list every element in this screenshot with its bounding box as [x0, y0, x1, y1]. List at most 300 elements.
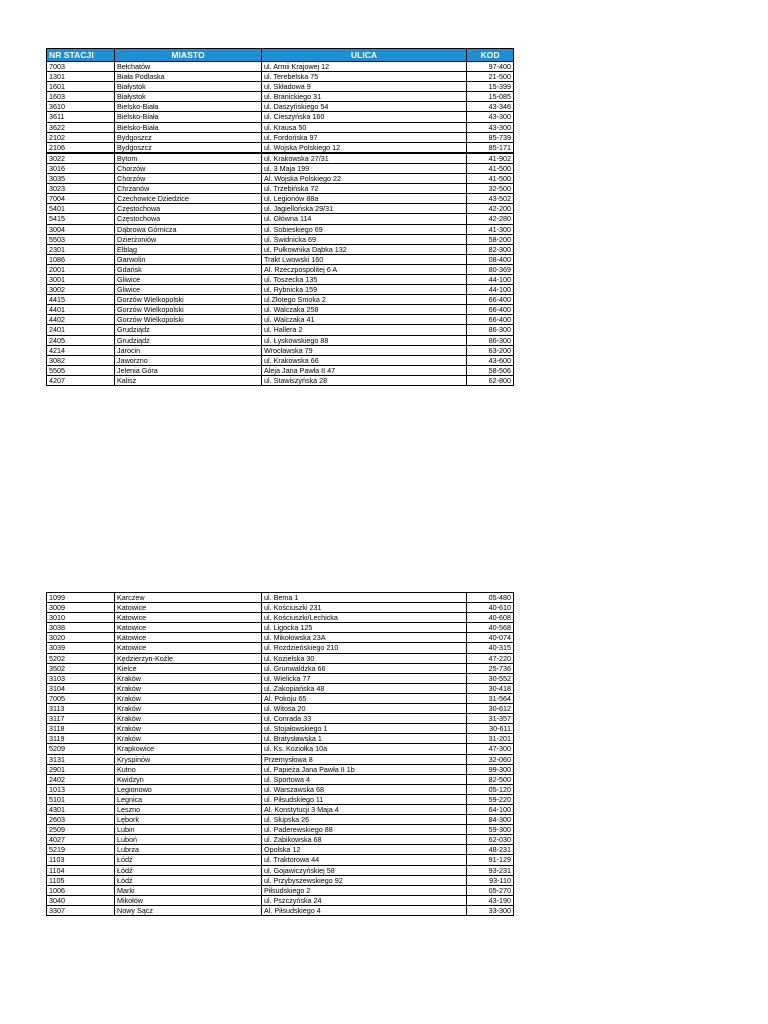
cell-miasto: Kędzierzyn-Koźle — [115, 653, 262, 663]
cell-nr-stacji: 1603 — [47, 92, 115, 102]
cell-kod: 47-300 — [467, 744, 514, 754]
cell-miasto: Kutno — [115, 764, 262, 774]
cell-ulica: Al. Pokoju 65 — [262, 693, 467, 703]
cell-miasto: Elbląg — [115, 244, 262, 254]
cell-kod: 43-502 — [467, 194, 514, 204]
cell-miasto: Częstochowa — [115, 214, 262, 224]
cell-ulica: ul. Rybnicka 159 — [262, 285, 467, 295]
cell-ulica: Trakt Lwowski 160 — [262, 254, 467, 264]
cell-kod: 40-315 — [467, 643, 514, 653]
table-row — [47, 295, 514, 305]
cell-nr-stacji: 3131 — [47, 754, 115, 764]
cell-miasto: Katowice — [115, 623, 262, 633]
cell-miasto: Kraków — [115, 693, 262, 703]
cell-nr-stacji: 7004 — [47, 194, 115, 204]
cell-miasto: Marki — [115, 885, 262, 895]
cell-miasto: Łódź — [115, 875, 262, 885]
cell-ulica: ul. Conrada 33 — [262, 714, 467, 724]
cell-ulica: ul. Traktorowa 44 — [262, 855, 467, 865]
cell-nr-stacji: 3117 — [47, 714, 115, 724]
cell-kod: 42-200 — [467, 204, 514, 214]
cell-miasto: Dzierżoniów — [115, 234, 262, 244]
cell-kod: 93-110 — [467, 875, 514, 885]
table-row — [47, 885, 514, 895]
cell-kod: 58-200 — [467, 234, 514, 244]
cell-nr-stacji: 1105 — [47, 875, 115, 885]
table-row — [47, 194, 514, 204]
cell-nr-stacji: 4214 — [47, 345, 115, 355]
table-row — [47, 663, 514, 673]
cell-miasto: Lębork — [115, 815, 262, 825]
cell-kod: 62-030 — [467, 835, 514, 845]
cell-miasto: Legionowo — [115, 784, 262, 794]
cell-nr-stacji: 4401 — [47, 305, 115, 315]
cell-nr-stacji: 4402 — [47, 315, 115, 325]
cell-nr-stacji: 3611 — [47, 112, 115, 122]
table-row — [47, 825, 514, 835]
cell-ulica: ul. Sobieskiego 69 — [262, 224, 467, 234]
cell-kod: 31-201 — [467, 734, 514, 744]
cell-miasto: Mikołów — [115, 895, 262, 905]
cell-ulica: ul. Toszecka 135 — [262, 274, 467, 284]
cell-ulica: ul. Żabikowska 68 — [262, 835, 467, 845]
cell-ulica: ul. Kościuszki/Lechicka — [262, 613, 467, 623]
cell-kod: 99-300 — [467, 764, 514, 774]
cell-ulica: Al. Rzeczpospolitej 6 A — [262, 264, 467, 274]
stations-table-1 — [46, 48, 514, 386]
cell-miasto: Dąbrowa Górnicza — [115, 224, 262, 234]
cell-nr-stacji: 7003 — [47, 62, 115, 72]
header-miasto: MIASTO — [115, 49, 262, 62]
cell-ulica: ul. Przybyszewskiego 92 — [262, 875, 467, 885]
cell-nr-stacji: 5505 — [47, 365, 115, 375]
table-row — [47, 744, 514, 754]
table-row — [47, 683, 514, 693]
table-row — [47, 845, 514, 855]
table-row — [47, 643, 514, 653]
cell-nr-stacji: 3104 — [47, 683, 115, 693]
table-row — [47, 92, 514, 102]
cell-kod: 32-060 — [467, 754, 514, 764]
table-row — [47, 112, 514, 122]
cell-ulica: ul. Mikołowska 23A — [262, 633, 467, 643]
table-row — [47, 704, 514, 714]
cell-miasto: Kraków — [115, 704, 262, 714]
cell-miasto: Katowice — [115, 643, 262, 653]
cell-miasto: Gorzów Wielkopolski — [115, 315, 262, 325]
cell-nr-stacji: 1301 — [47, 72, 115, 82]
cell-ulica: ul. Wojska Polskiego 12 — [262, 142, 467, 153]
cell-nr-stacji: 5503 — [47, 234, 115, 244]
cell-nr-stacji: 4301 — [47, 804, 115, 814]
cell-miasto: Luboń — [115, 835, 262, 845]
table-row — [47, 305, 514, 315]
cell-ulica: ul. Zakopiańska 48 — [262, 683, 467, 693]
cell-nr-stacji: 3103 — [47, 673, 115, 683]
cell-nr-stacji: 5219 — [47, 845, 115, 855]
table-row — [47, 724, 514, 734]
cell-ulica: ul. Krausa 50 — [262, 122, 467, 132]
cell-kod: 62-800 — [467, 375, 514, 385]
cell-kod: 43-190 — [467, 895, 514, 905]
cell-miasto: Lubin — [115, 825, 262, 835]
cell-ulica: Aleja Jana Pawła II 47 — [262, 365, 467, 375]
cell-kod: 59-300 — [467, 825, 514, 835]
table-row — [47, 593, 514, 603]
cell-nr-stacji: 2402 — [47, 774, 115, 784]
table-row — [47, 244, 514, 254]
cell-nr-stacji: 5202 — [47, 653, 115, 663]
cell-nr-stacji: 3023 — [47, 184, 115, 194]
cell-nr-stacji: 4207 — [47, 375, 115, 385]
table-row — [47, 184, 514, 194]
cell-ulica: Wrocławska 79 — [262, 345, 467, 355]
cell-ulica: ul. Wielicka 77 — [262, 673, 467, 683]
cell-nr-stacji: 1086 — [47, 254, 115, 264]
cell-ulica: ul. Świdnicka 69 — [262, 234, 467, 244]
table-row — [47, 315, 514, 325]
cell-miasto: Kraków — [115, 673, 262, 683]
cell-nr-stacji: 3020 — [47, 633, 115, 643]
cell-ulica: ul. Branickiego 31 — [262, 92, 467, 102]
cell-miasto: Bydgoszcz — [115, 142, 262, 153]
cell-kod: 21-500 — [467, 72, 514, 82]
cell-miasto: Bielsko-Biała — [115, 112, 262, 122]
table-row — [47, 375, 514, 385]
cell-ulica: ul. Hallera 2 — [262, 325, 467, 335]
cell-kod: 40-610 — [467, 603, 514, 613]
cell-ulica: ul. Trzebińska 72 — [262, 184, 467, 194]
table-row — [47, 865, 514, 875]
cell-nr-stacji: 3001 — [47, 274, 115, 284]
cell-kod: 41-500 — [467, 163, 514, 173]
table-row — [47, 734, 514, 744]
cell-miasto: Biała Podlaska — [115, 72, 262, 82]
table-row — [47, 142, 514, 153]
cell-kod: 66-400 — [467, 295, 514, 305]
cell-nr-stacji: 3038 — [47, 623, 115, 633]
cell-kod: 63-200 — [467, 345, 514, 355]
cell-ulica: ul. Bratysławska 1 — [262, 734, 467, 744]
cell-ulica: ul. 3 Maja 199 — [262, 163, 467, 173]
cell-miasto: Katowice — [115, 613, 262, 623]
cell-kod: 31-564 — [467, 693, 514, 703]
cell-ulica: ul. Kozielska 30 — [262, 653, 467, 663]
table-row — [47, 875, 514, 885]
cell-ulica: ul. Ligocka 125 — [262, 623, 467, 633]
cell-miasto: Grudziądz — [115, 325, 262, 335]
cell-nr-stacji: 7005 — [47, 693, 115, 703]
table-row — [47, 224, 514, 234]
cell-miasto: Bielsko-Biała — [115, 102, 262, 112]
table-row — [47, 345, 514, 355]
cell-miasto: Bytom — [115, 153, 262, 164]
cell-miasto: Gliwice — [115, 274, 262, 284]
cell-nr-stacji: 4027 — [47, 835, 115, 845]
cell-nr-stacji: 3022 — [47, 153, 115, 164]
table-row — [47, 815, 514, 825]
cell-kod: 59-220 — [467, 794, 514, 804]
cell-kod: 40-568 — [467, 623, 514, 633]
cell-nr-stacji: 5415 — [47, 214, 115, 224]
cell-kod: 08-400 — [467, 254, 514, 264]
cell-kod: 66-400 — [467, 305, 514, 315]
cell-ulica: ul. Stojałowskiego 1 — [262, 724, 467, 734]
cell-ulica: ul. Krakowska 66 — [262, 355, 467, 365]
table-row — [47, 754, 514, 764]
table-row — [47, 174, 514, 184]
cell-ulica: ul. Jagiellońska 29/31 — [262, 204, 467, 214]
cell-miasto: Gorzów Wielkopolski — [115, 295, 262, 305]
cell-nr-stacji: 3502 — [47, 663, 115, 673]
cell-nr-stacji: 2401 — [47, 325, 115, 335]
cell-kod: 30-612 — [467, 704, 514, 714]
cell-kod: 05-120 — [467, 784, 514, 794]
cell-kod: 86-300 — [467, 335, 514, 345]
cell-ulica: ul. Grunwaldzka 66 — [262, 663, 467, 673]
cell-ulica: Piłsudskiego 2 — [262, 885, 467, 895]
cell-miasto: Czechowice Dziedzice — [115, 194, 262, 204]
table-row — [47, 72, 514, 82]
header-row — [47, 49, 514, 62]
cell-ulica: ul. Stawiszyńska 28 — [262, 375, 467, 385]
cell-nr-stacji: 3016 — [47, 163, 115, 173]
cell-ulica: ul. Fordońska 97 — [262, 132, 467, 142]
cell-kod: 44-100 — [467, 274, 514, 284]
cell-kod: 64-100 — [467, 804, 514, 814]
cell-kod: 43-346 — [467, 102, 514, 112]
table-row — [47, 633, 514, 643]
table-row — [47, 355, 514, 365]
cell-nr-stacji: 4415 — [47, 295, 115, 305]
table-row — [47, 122, 514, 132]
cell-miasto: Gorzów Wielkopolski — [115, 305, 262, 315]
cell-nr-stacji: 2301 — [47, 244, 115, 254]
cell-miasto: Gliwice — [115, 285, 262, 295]
cell-miasto: Gdańsk — [115, 264, 262, 274]
cell-ulica: ul. Terebelska 75 — [262, 72, 467, 82]
cell-ulica: ul.Złotego Smoka 2 — [262, 295, 467, 305]
cell-ulica: Opolska 12 — [262, 845, 467, 855]
cell-kod: 25-736 — [467, 663, 514, 673]
table-row — [47, 62, 514, 72]
header-kod: KOD — [467, 49, 514, 62]
cell-miasto: Katowice — [115, 603, 262, 613]
cell-miasto: Leszno — [115, 804, 262, 814]
cell-nr-stacji: 5401 — [47, 204, 115, 214]
cell-kod: 15-399 — [467, 82, 514, 92]
table-row — [47, 673, 514, 683]
cell-ulica: Al. Piłsudskiego 4 — [262, 905, 467, 915]
cell-nr-stacji: 3610 — [47, 102, 115, 112]
cell-miasto: Kraków — [115, 714, 262, 724]
cell-miasto: Nowy Sącz — [115, 905, 262, 915]
cell-ulica: ul. Sportowa 4 — [262, 774, 467, 784]
table-row — [47, 274, 514, 284]
cell-miasto: Kraków — [115, 734, 262, 744]
cell-miasto: Chorzów — [115, 163, 262, 173]
cell-nr-stacji: 3035 — [47, 174, 115, 184]
cell-kod: 84-300 — [467, 815, 514, 825]
cell-ulica: ul. Ks. Koziołka 10a — [262, 744, 467, 754]
cell-kod: 91-129 — [467, 855, 514, 865]
cell-ulica: ul. Armii Krajowej 12 — [262, 62, 467, 72]
cell-kod: 32-500 — [467, 184, 514, 194]
cell-kod: 43-600 — [467, 355, 514, 365]
cell-ulica: Al. Konstytucji 3 Maja 4 — [262, 804, 467, 814]
cell-miasto: Karczew — [115, 593, 262, 603]
table-row — [47, 905, 514, 915]
cell-nr-stacji: 1006 — [47, 885, 115, 895]
cell-nr-stacji: 3002 — [47, 285, 115, 295]
cell-kod: 05-270 — [467, 885, 514, 895]
cell-nr-stacji: 3040 — [47, 895, 115, 905]
cell-kod: 82-300 — [467, 244, 514, 254]
cell-nr-stacji: 1601 — [47, 82, 115, 92]
cell-nr-stacji: 3307 — [47, 905, 115, 915]
cell-nr-stacji: 2901 — [47, 764, 115, 774]
table-row — [47, 214, 514, 224]
cell-miasto: Krapkowice — [115, 744, 262, 754]
cell-miasto: Kielce — [115, 663, 262, 673]
table-row — [47, 82, 514, 92]
cell-kod: 85-739 — [467, 132, 514, 142]
table-row — [47, 714, 514, 724]
table-row — [47, 234, 514, 244]
cell-miasto: Kryspinów — [115, 754, 262, 764]
table-row — [47, 254, 514, 264]
cell-kod: 82-500 — [467, 774, 514, 784]
cell-ulica: ul. Gojawiczyńskiej 58 — [262, 865, 467, 875]
table-row — [47, 603, 514, 613]
cell-nr-stacji: 2509 — [47, 825, 115, 835]
cell-miasto: Katowice — [115, 633, 262, 643]
cell-miasto: Lubrza — [115, 845, 262, 855]
cell-miasto: Chrzanów — [115, 184, 262, 194]
cell-miasto: Białystok — [115, 82, 262, 92]
cell-kod: 93-231 — [467, 865, 514, 875]
cell-kod: 30-552 — [467, 673, 514, 683]
cell-nr-stacji: 2603 — [47, 815, 115, 825]
cell-kod: 40-074 — [467, 633, 514, 643]
cell-nr-stacji: 1013 — [47, 784, 115, 794]
cell-kod: 47-220 — [467, 653, 514, 663]
cell-miasto: Jarocin — [115, 345, 262, 355]
cell-miasto: Białystok — [115, 92, 262, 102]
cell-kod: 41-902 — [467, 153, 514, 164]
table-row — [47, 102, 514, 112]
cell-kod: 48-231 — [467, 845, 514, 855]
cell-kod: 44-100 — [467, 285, 514, 295]
cell-nr-stacji: 3622 — [47, 122, 115, 132]
cell-ulica: ul. Legionów 88a — [262, 194, 467, 204]
cell-ulica: ul. Cieszyńska 160 — [262, 112, 467, 122]
cell-kod: 41-300 — [467, 224, 514, 234]
cell-ulica: ul. Rozdzieńskiego 210 — [262, 643, 467, 653]
cell-kod: 40-608 — [467, 613, 514, 623]
cell-kod: 30-611 — [467, 724, 514, 734]
cell-kod: 43-300 — [467, 122, 514, 132]
cell-miasto: Jaworzno — [115, 355, 262, 365]
table-row — [47, 204, 514, 214]
cell-miasto: Grudziądz — [115, 335, 262, 345]
cell-miasto: Kalisz — [115, 375, 262, 385]
table-row — [47, 794, 514, 804]
cell-nr-stacji: 5101 — [47, 794, 115, 804]
cell-nr-stacji: 2001 — [47, 264, 115, 274]
cell-miasto: Kraków — [115, 724, 262, 734]
table-row — [47, 285, 514, 295]
cell-miasto: Łódź — [115, 855, 262, 865]
cell-ulica: ul. Witosa 20 — [262, 704, 467, 714]
cell-ulica: ul. Warszawska 68 — [262, 784, 467, 794]
cell-nr-stacji: 5209 — [47, 744, 115, 754]
cell-ulica: ul. Krakowska 27/31 — [262, 153, 467, 164]
table-row — [47, 895, 514, 905]
cell-ulica: ul. Słupska 26 — [262, 815, 467, 825]
cell-kod: 33-300 — [467, 905, 514, 915]
cell-kod: 58-506 — [467, 365, 514, 375]
cell-kod: 30-418 — [467, 683, 514, 693]
cell-kod: 05-480 — [467, 593, 514, 603]
cell-nr-stacji: 2405 — [47, 335, 115, 345]
cell-miasto: Garwolin — [115, 254, 262, 264]
table-row — [47, 163, 514, 173]
cell-kod: 66-400 — [467, 315, 514, 325]
header-ulica: ULICA — [262, 49, 467, 62]
cell-miasto: Bełchatów — [115, 62, 262, 72]
cell-kod: 31-357 — [467, 714, 514, 724]
table-row — [47, 653, 514, 663]
cell-miasto: Chorzów — [115, 174, 262, 184]
cell-ulica: Przemysłowa 8 — [262, 754, 467, 764]
table-row — [47, 325, 514, 335]
cell-kod: 43-300 — [467, 112, 514, 122]
cell-ulica: ul. Daszyńskiego 54 — [262, 102, 467, 112]
table-row — [47, 693, 514, 703]
cell-nr-stacji: 2106 — [47, 142, 115, 153]
cell-miasto: Legnica — [115, 794, 262, 804]
cell-nr-stacji: 3009 — [47, 603, 115, 613]
cell-kod: 15-085 — [467, 92, 514, 102]
cell-ulica: ul. Walczaka 41 — [262, 315, 467, 325]
table-row — [47, 835, 514, 845]
cell-nr-stacji: 3113 — [47, 704, 115, 714]
cell-miasto: Kraków — [115, 683, 262, 693]
cell-nr-stacji: 3082 — [47, 355, 115, 365]
cell-nr-stacji: 1099 — [47, 593, 115, 603]
table-row — [47, 623, 514, 633]
cell-nr-stacji: 3119 — [47, 734, 115, 744]
cell-ulica: ul. Składowa 9 — [262, 82, 467, 92]
cell-kod: 80-369 — [467, 264, 514, 274]
cell-miasto: Częstochowa — [115, 204, 262, 214]
cell-miasto: Jelenia Góra — [115, 365, 262, 375]
cell-kod: 41-500 — [467, 174, 514, 184]
cell-nr-stacji: 1103 — [47, 855, 115, 865]
cell-kod: 97-400 — [467, 62, 514, 72]
table-row — [47, 855, 514, 865]
cell-kod: 42-280 — [467, 214, 514, 224]
cell-nr-stacji: 2102 — [47, 132, 115, 142]
table-row — [47, 613, 514, 623]
table-row — [47, 153, 514, 164]
table-row — [47, 784, 514, 794]
cell-miasto: Bielsko-Biała — [115, 122, 262, 132]
cell-nr-stacji: 1104 — [47, 865, 115, 875]
cell-nr-stacji: 3010 — [47, 613, 115, 623]
cell-ulica: ul. Papieża Jana Pawła II 1b — [262, 764, 467, 774]
